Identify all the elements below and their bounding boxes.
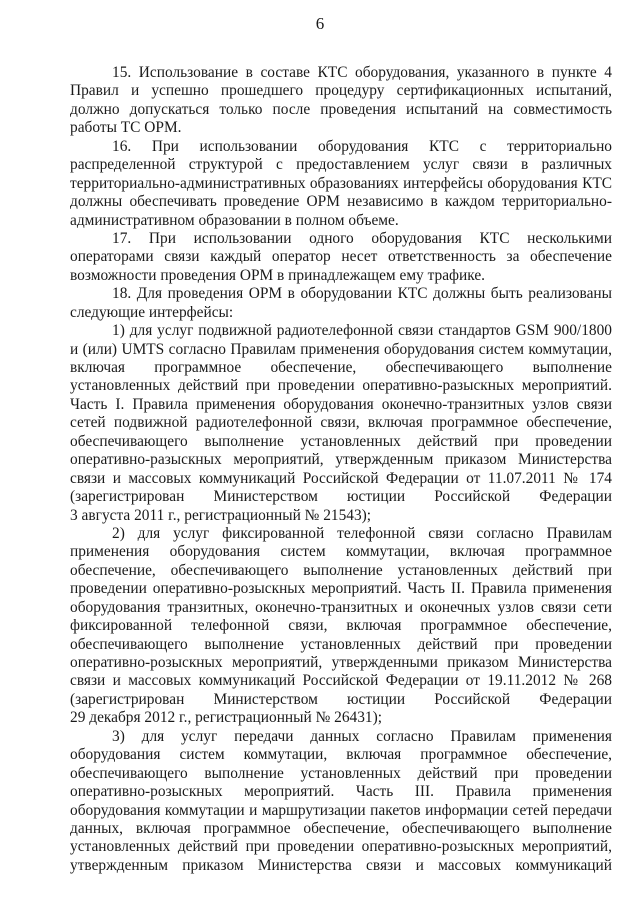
text-line: фиксированной телефонной связи, включая программное обеспечение, <box>70 617 612 635</box>
text-line: 17. При использовании одного оборудования КТС несколькими <box>112 229 612 247</box>
text-line: должно допускаться только после проведения испытаний на совместимость <box>70 100 612 118</box>
text-line: данных, включая программное обеспечение, обеспечивающего выполнение <box>70 819 612 837</box>
text-line: Часть I. Правила применения оборудования оконечно-транзитных узлов связи <box>70 395 612 413</box>
text-line: оперативно-розыскных мероприятий, утвержденными приказом Министерства <box>70 654 612 671</box>
text-line: 3 августа 2011 г., регистрационный № 21543); <box>70 506 372 524</box>
text-line: оборудования систем коммутации, включая программное обеспечение, <box>70 746 612 764</box>
text-line: 3) для услуг передачи данных согласно Правилам применения <box>112 727 612 745</box>
text-line: сетей подвижной радиотелефонной связи, включая программное обеспечение, <box>70 414 612 432</box>
text-line: следующие интерфейсы: <box>70 303 234 321</box>
text-line: обеспечивающего выполнение установленных действий при проведении <box>70 635 612 653</box>
text-line: оборудования коммутации и маршрутизации пакетов информации сетей передачи <box>70 801 612 819</box>
text-line: утвержденным приказом Министерства связи и массовых коммуникаций <box>70 856 612 874</box>
text-line: оперативно-разыскных мероприятий, утвержденным приказом Министерства <box>70 451 612 469</box>
text-line: территориально-административных образованиях интерфейсы оборудования КТС <box>70 174 612 192</box>
text-line: установленных действий при проведении оперативно-разыскных мероприятий. <box>70 377 612 395</box>
text-line: включая программное обеспечение, обеспечивающего выполнение <box>70 359 612 376</box>
text-line: оборудования транзитных, оконечно-транзитных и оконечных узлов связи сети <box>70 598 612 616</box>
text-line: Правил и успешно прошедшего процедуру сертификационных испытаний, <box>70 82 612 100</box>
text-line: возможности проведения ОРМ в принадлежащем ему трафике. <box>70 266 486 284</box>
text-line: обеспечивающего выполнение установленных действий при проведении <box>70 432 612 450</box>
text-line: обеспечение, обеспечивающего выполнение установленных действий при <box>70 561 612 579</box>
text-line: проведении оперативно-розыскных мероприятий. Часть II. Правила применения <box>70 580 612 598</box>
text-line: 2) для услуг фиксированной телефонной связи согласно Правилам <box>112 524 612 542</box>
text-line: связи и массовых коммуникаций Российской Федерации от 19.11.2012 № 268 <box>70 672 612 690</box>
text-line: обеспечивающего выполнение установленных действий при проведении <box>70 764 612 782</box>
text-line: установленных действий при проведении оперативно-розыскных мероприятий, <box>70 838 612 856</box>
text-line: (зарегистрирован Министерством юстиции Российской Федерации <box>70 488 612 506</box>
text-line: административном образовании в полном объеме. <box>70 211 399 229</box>
text-line: должны обеспечивать проведение ОРМ независимо в каждом территориально- <box>70 193 612 211</box>
text-line: применения оборудования систем коммутации, включая программное <box>70 543 612 561</box>
text-line: связи и массовых коммуникаций Российской Федерации от 11.07.2011 № 174 <box>70 469 612 487</box>
text-line: 18. Для проведения ОРМ в оборудовании КТС должны быть реализованы <box>112 285 612 303</box>
text-line: 15. Использование в составе КТС оборудования, указанного в пункте 4 <box>112 64 612 81</box>
text-line: распределенной структурой с предоставлением услуг связи в различных <box>70 156 612 174</box>
text-line: (зарегистрирован Министерством юстиции Российской Федерации <box>70 690 612 708</box>
text-line: 1) для услуг подвижной радиотелефонной связи стандартов GSM 900/1800 <box>112 322 612 340</box>
text-line: 29 декабря 2012 г., регистрационный № 26431); <box>70 709 382 727</box>
text-line: работы ТС ОРМ. <box>70 119 182 137</box>
document-body <box>70 64 612 875</box>
page-number: 6 <box>315 14 325 33</box>
text-line: операторами связи каждый оператор несет ответственность за обеспечение <box>70 248 612 266</box>
text-line: и (или) UMTS согласно Правилам применения оборудования систем коммутации, <box>70 340 612 358</box>
text-line: 16. При использовании оборудования КТС с территориально <box>112 137 612 155</box>
text-line: оперативно-розыскных мероприятий. Часть III. Правила применения <box>70 783 612 801</box>
